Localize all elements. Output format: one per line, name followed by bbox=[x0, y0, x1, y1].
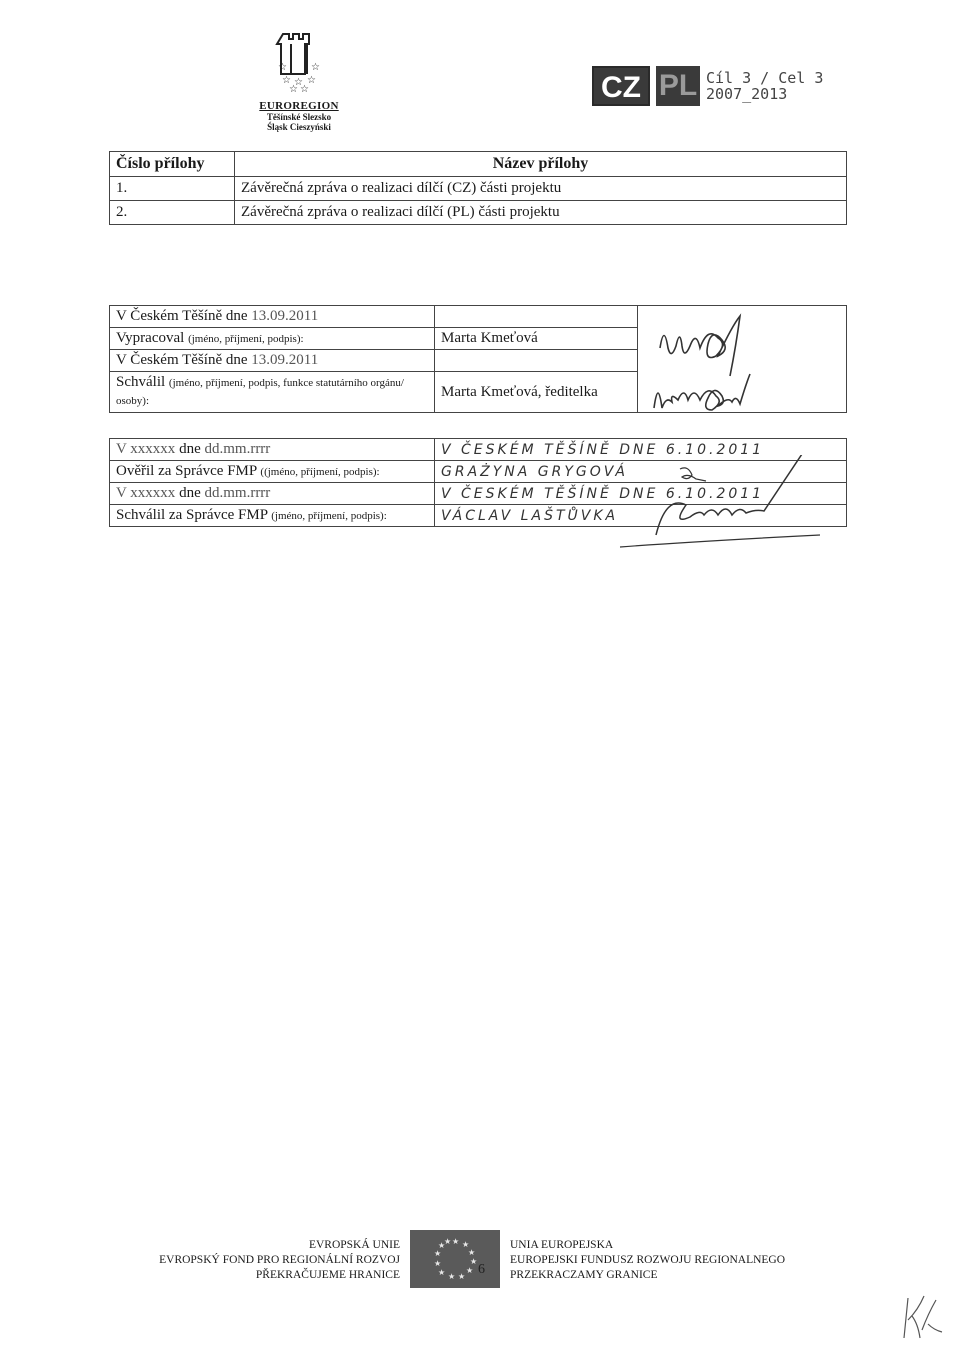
approved-label: Schválil bbox=[116, 374, 166, 390]
footer-pl-line: UNIA EUROPEJSKA bbox=[510, 1239, 614, 1251]
prepared-value: Marta Kmeťová bbox=[435, 328, 638, 350]
empty-cell bbox=[435, 350, 638, 372]
dne-label: dne bbox=[179, 441, 201, 457]
verified-label: Ověřil za Správce FMP bbox=[116, 463, 257, 479]
dne-label: dne bbox=[179, 485, 201, 501]
cz-label: CZ bbox=[592, 66, 650, 106]
svg-text:★: ★ bbox=[438, 1241, 446, 1250]
handwritten-place-date: V ČESKÉM TĚŠÍNĚ DNE 6.10.2011 bbox=[435, 483, 847, 505]
svg-text:★: ★ bbox=[470, 1257, 478, 1266]
place-date-cell bbox=[110, 350, 435, 372]
euroregion-logo bbox=[244, 30, 354, 132]
handwritten-approver: VÁCLAV LAŠTŮVKA bbox=[435, 505, 847, 527]
attachments-header-row bbox=[110, 152, 847, 177]
place: V Českém Těšíně bbox=[116, 308, 223, 324]
svg-text:☆: ☆ bbox=[307, 75, 316, 86]
euroregion-line-cz: Těšínské Slezsko bbox=[266, 112, 332, 122]
footer-cz-line: PŘEKRAČUJEME HRANICE bbox=[255, 1269, 400, 1281]
svg-text:★: ★ bbox=[448, 1272, 456, 1281]
svg-text:☆: ☆ bbox=[294, 77, 303, 88]
table-row bbox=[110, 177, 847, 201]
prepared-hint: (jméno, příjmení, podpis): bbox=[188, 333, 304, 345]
date: 13.09.2011 bbox=[251, 308, 319, 324]
header-name: Název přílohy bbox=[235, 152, 847, 177]
program-line2: 2007_2013 bbox=[706, 85, 788, 103]
table-row bbox=[110, 201, 847, 225]
fmp-approved-hint: (jméno, příjmení, podpis): bbox=[271, 510, 387, 522]
table-row bbox=[110, 306, 847, 328]
attachment-name: Závěrečná zpráva o realizaci dílčí (PL) části projektu bbox=[235, 201, 847, 225]
place: V Českém Těšíně bbox=[116, 352, 223, 368]
svg-text:★: ★ bbox=[434, 1259, 442, 1268]
svg-text:★: ★ bbox=[438, 1268, 446, 1277]
place-date-cell bbox=[110, 306, 435, 328]
footer-pl-line: PRZEKRACZAMY GRANICE bbox=[510, 1269, 658, 1281]
empty-cell bbox=[435, 306, 638, 328]
svg-text:☆: ☆ bbox=[278, 62, 287, 73]
svg-text:☆: ☆ bbox=[300, 84, 309, 95]
date: dd.mm.rrrr bbox=[204, 441, 271, 457]
footer-pl-line: EUROPEJSKI FUNDUSZ ROZWOJU REGIONALNEGO bbox=[510, 1254, 786, 1266]
verified-label-cell bbox=[110, 461, 435, 483]
svg-text:★: ★ bbox=[462, 1240, 470, 1249]
svg-text:☆: ☆ bbox=[289, 84, 298, 95]
attachment-number: 1. bbox=[110, 177, 235, 201]
svg-text:★: ★ bbox=[466, 1266, 474, 1275]
dne-label: dne bbox=[225, 352, 248, 368]
dne-label: dne bbox=[225, 308, 248, 324]
attachment-number: 2. bbox=[110, 201, 235, 225]
approved-value: Marta Kmeťová, ředitelka bbox=[435, 372, 638, 413]
svg-text:★: ★ bbox=[444, 1237, 452, 1246]
svg-text:★: ★ bbox=[452, 1237, 460, 1246]
footer-cz bbox=[110, 1238, 400, 1283]
page-number: 6 bbox=[478, 1262, 485, 1277]
date: 13.09.2011 bbox=[251, 352, 319, 368]
euroregion-line-pl: Śląsk Cieszyński bbox=[267, 122, 331, 132]
date: dd.mm.rrrr bbox=[204, 485, 271, 501]
signature-cell bbox=[638, 306, 847, 413]
place-date-cell bbox=[110, 483, 435, 505]
castle-tower-icon bbox=[269, 30, 329, 98]
initials-signature-icon bbox=[898, 1290, 948, 1342]
prepared-label-cell bbox=[110, 328, 435, 350]
handwritten-place-date: V ČESKÉM TĚŠÍNĚ DNE 6.10.2011 bbox=[435, 439, 847, 461]
svg-text:☆: ☆ bbox=[282, 75, 291, 86]
svg-text:☆: ☆ bbox=[311, 62, 320, 73]
program-line1: Cíl 3 / Cel 3 bbox=[706, 69, 824, 87]
footer-cz-line: EVROPSKÁ UNIE bbox=[308, 1239, 400, 1251]
approved-label-cell bbox=[110, 372, 435, 413]
approval-table bbox=[109, 305, 847, 413]
handwritten-verifier: GRAŻYNA GRYGOVÁ bbox=[435, 461, 847, 483]
svg-text:★: ★ bbox=[468, 1248, 476, 1257]
pl-label: PL bbox=[656, 66, 700, 106]
header-number: Číslo přílohy bbox=[110, 152, 235, 177]
euroregion-name: EUROREGION bbox=[259, 100, 339, 112]
svg-text:★: ★ bbox=[434, 1249, 442, 1258]
program-logo bbox=[592, 66, 823, 106]
attachments-table bbox=[109, 151, 847, 225]
place: V xxxxxx bbox=[116, 441, 176, 457]
footer-cz-line: EVROPSKÝ FOND PRO REGIONÁLNÍ ROZVOJ bbox=[159, 1254, 400, 1266]
footer-pl bbox=[510, 1238, 840, 1283]
attachment-name: Závěrečná zpráva o realizaci dílčí (CZ) části projektu bbox=[235, 177, 847, 201]
verified-hint: ((jméno, příjmení, podpis): bbox=[260, 466, 380, 478]
svg-text:★: ★ bbox=[458, 1272, 466, 1281]
place-date-cell bbox=[110, 439, 435, 461]
eu-flag-icon bbox=[410, 1230, 500, 1288]
approved-hint: (jméno, příjmení, podpis, funkce statutárního orgánu/ osoby): bbox=[116, 377, 404, 407]
program-text bbox=[706, 70, 823, 102]
prepared-label: Vypracoval bbox=[116, 330, 185, 346]
signature-icon bbox=[642, 308, 832, 418]
place: V xxxxxx bbox=[116, 485, 176, 501]
fmp-approved-label: Schválil za Správce FMP bbox=[116, 507, 268, 523]
fmp-approved-label-cell bbox=[110, 505, 435, 527]
fmp-signature-icon bbox=[560, 455, 850, 555]
